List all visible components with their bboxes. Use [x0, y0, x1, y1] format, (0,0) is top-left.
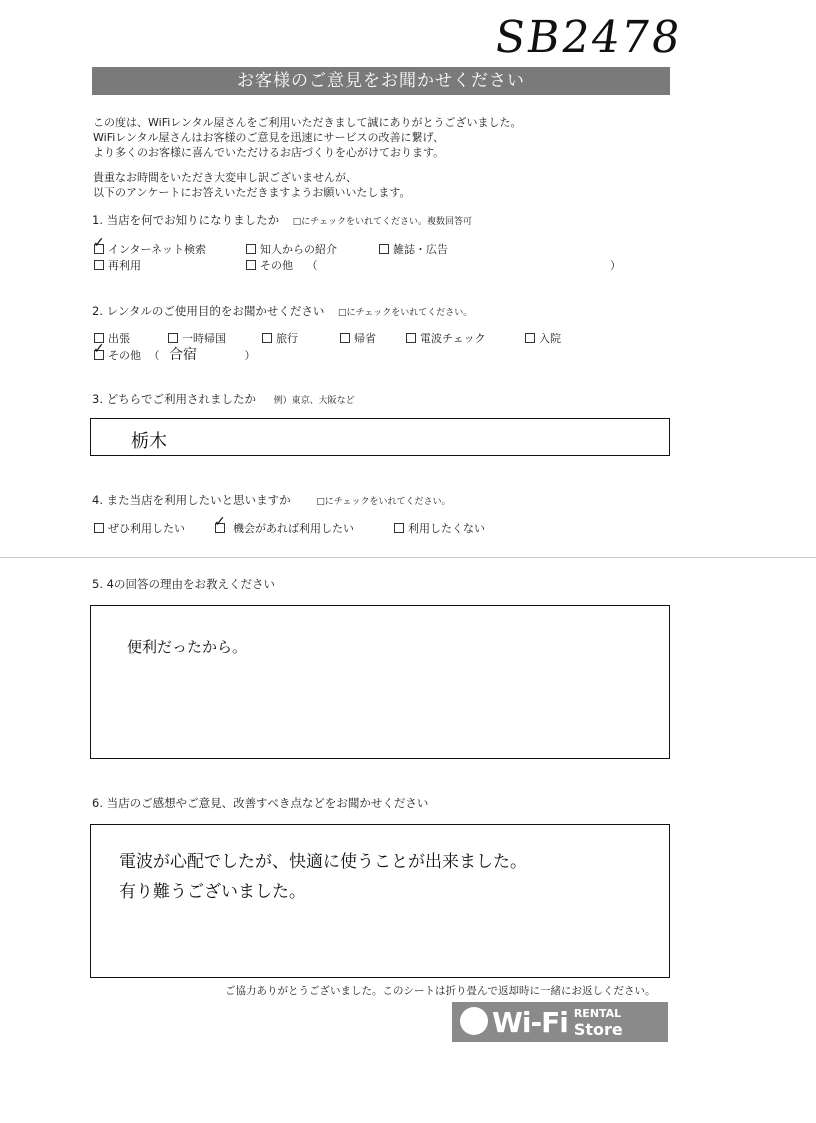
- q6-answer-line-2: 有り難うございました。: [119, 882, 306, 902]
- q1-option-magazine[interactable]: 雑誌・広告: [379, 241, 448, 257]
- intro-line-1: この度は、WiFiレンタル屋さんをご利用いただきまして誠にありがとうございました。: [93, 116, 522, 129]
- intro-line-5: 以下のアンケートにお答えいただきますようお願いいたします。: [93, 186, 411, 199]
- checkbox[interactable]: [262, 333, 272, 343]
- serial-number: SB2478: [491, 12, 686, 63]
- q6-answer-line-1: 電波が心配でしたが、快適に使うことが出来ました。: [119, 852, 527, 872]
- wifi-rental-store-logo: [452, 1002, 668, 1042]
- intro-line-4: 貴重なお時間をいただき大変申し訳ございませんが、: [93, 171, 357, 184]
- q3-answer-box[interactable]: [90, 418, 670, 456]
- q3-example: 例）東京、大阪など: [273, 396, 355, 406]
- checkbox[interactable]: [168, 333, 178, 343]
- q4-option-definitely[interactable]: ぜひ利用したい: [94, 520, 185, 536]
- q2-option-other[interactable]: ✓ その他 （ 合宿 ）: [93, 341, 256, 363]
- form-title: お客様のご意見をお聞かせください: [92, 67, 670, 95]
- q5-answer: 便利だったから。: [127, 638, 248, 656]
- q5-answer-box[interactable]: [90, 605, 670, 759]
- checkbox[interactable]: [94, 523, 104, 533]
- q3-label: 3. どちらでご利用されましたか 例）東京、大阪など: [92, 392, 355, 406]
- q6-answer-box[interactable]: [90, 824, 670, 978]
- q2-option-homecoming[interactable]: 帰省: [340, 330, 376, 346]
- intro-line-2: WiFiレンタル屋さんはお客様のご意見を迅速にサービスの改善に繋げ、: [93, 131, 445, 144]
- q2-option-business[interactable]: 出張: [94, 330, 130, 346]
- crown-mascot-icon: [460, 1007, 488, 1035]
- check-mark-icon: ✓: [93, 235, 105, 251]
- q4-option-no[interactable]: 利用したくない: [394, 520, 485, 536]
- q2-other-open: （: [148, 349, 160, 362]
- q4-note: □にチェックをいれてください。: [316, 497, 451, 507]
- q1-other-close: ）: [610, 259, 621, 272]
- checkbox[interactable]: [406, 333, 416, 343]
- logo-wifi-text: Wi-Fi: [492, 1005, 568, 1039]
- fold-line: [0, 557, 816, 558]
- checkbox[interactable]: [525, 333, 535, 343]
- q1-option-internet[interactable]: ✓ インターネット検索: [93, 235, 207, 256]
- q2-option-temporary-return[interactable]: 一時帰国: [168, 330, 226, 346]
- check-mark-icon: ✓: [214, 514, 226, 530]
- q2-option-hospital[interactable]: 入院: [525, 330, 561, 346]
- q2-other-close: ）: [244, 349, 256, 362]
- q1-other-open: （: [306, 259, 318, 272]
- q3-answer: 栃木: [131, 431, 167, 452]
- q2-option-travel[interactable]: 旅行: [262, 330, 298, 346]
- q4-label: 4. また当店を利用したいと思いますか □にチェックをいれてください。: [92, 493, 451, 507]
- q2-label: 2. レンタルのご使用目的をお聞かせください □にチェックをいれてください。: [92, 304, 473, 318]
- checkbox[interactable]: [246, 260, 256, 270]
- checkbox[interactable]: [93, 341, 105, 360]
- checkbox[interactable]: [394, 523, 404, 533]
- q2-option-signal-check[interactable]: 電波チェック: [406, 330, 486, 346]
- q4-option-if-opportunity[interactable]: ✓ 機会があれば利用したい: [214, 514, 354, 535]
- q1-option-other[interactable]: その他 （: [246, 257, 318, 273]
- q2-other-value[interactable]: 合宿: [169, 347, 197, 363]
- intro-line-3: より多くのお客様に喜んでいただけるお店づくりを心がけております。: [93, 146, 445, 159]
- q2-note: □にチェックをいれてください。: [338, 308, 473, 318]
- q1-option-referral[interactable]: 知人からの紹介: [246, 241, 337, 257]
- q1-note: □にチェックをいれてください。複数回答可: [292, 217, 473, 227]
- q1-label: 1. 当店を何でお知りになりましたか □にチェックをいれてください。複数回答可: [92, 213, 473, 227]
- check-mark-icon: ✓: [93, 341, 105, 357]
- q5-label: 5. 4の回答の理由をお教えください: [92, 577, 275, 591]
- checkbox[interactable]: [379, 244, 389, 254]
- checkbox[interactable]: [214, 514, 226, 533]
- checkbox[interactable]: [93, 235, 105, 254]
- logo-side-text: RENTAL Store: [573, 1007, 623, 1039]
- q1-option-reuse[interactable]: 再利用: [94, 257, 141, 273]
- footer-note: ご協力ありがとうございました。このシートは折り畳んで返却時に一緒にお返しください。: [225, 985, 656, 997]
- checkbox[interactable]: [340, 333, 350, 343]
- q6-label: 6. 当店のご感想やご意見、改善すべき点などをお聞かせください: [92, 796, 429, 810]
- checkbox[interactable]: [94, 260, 104, 270]
- checkbox[interactable]: [246, 244, 256, 254]
